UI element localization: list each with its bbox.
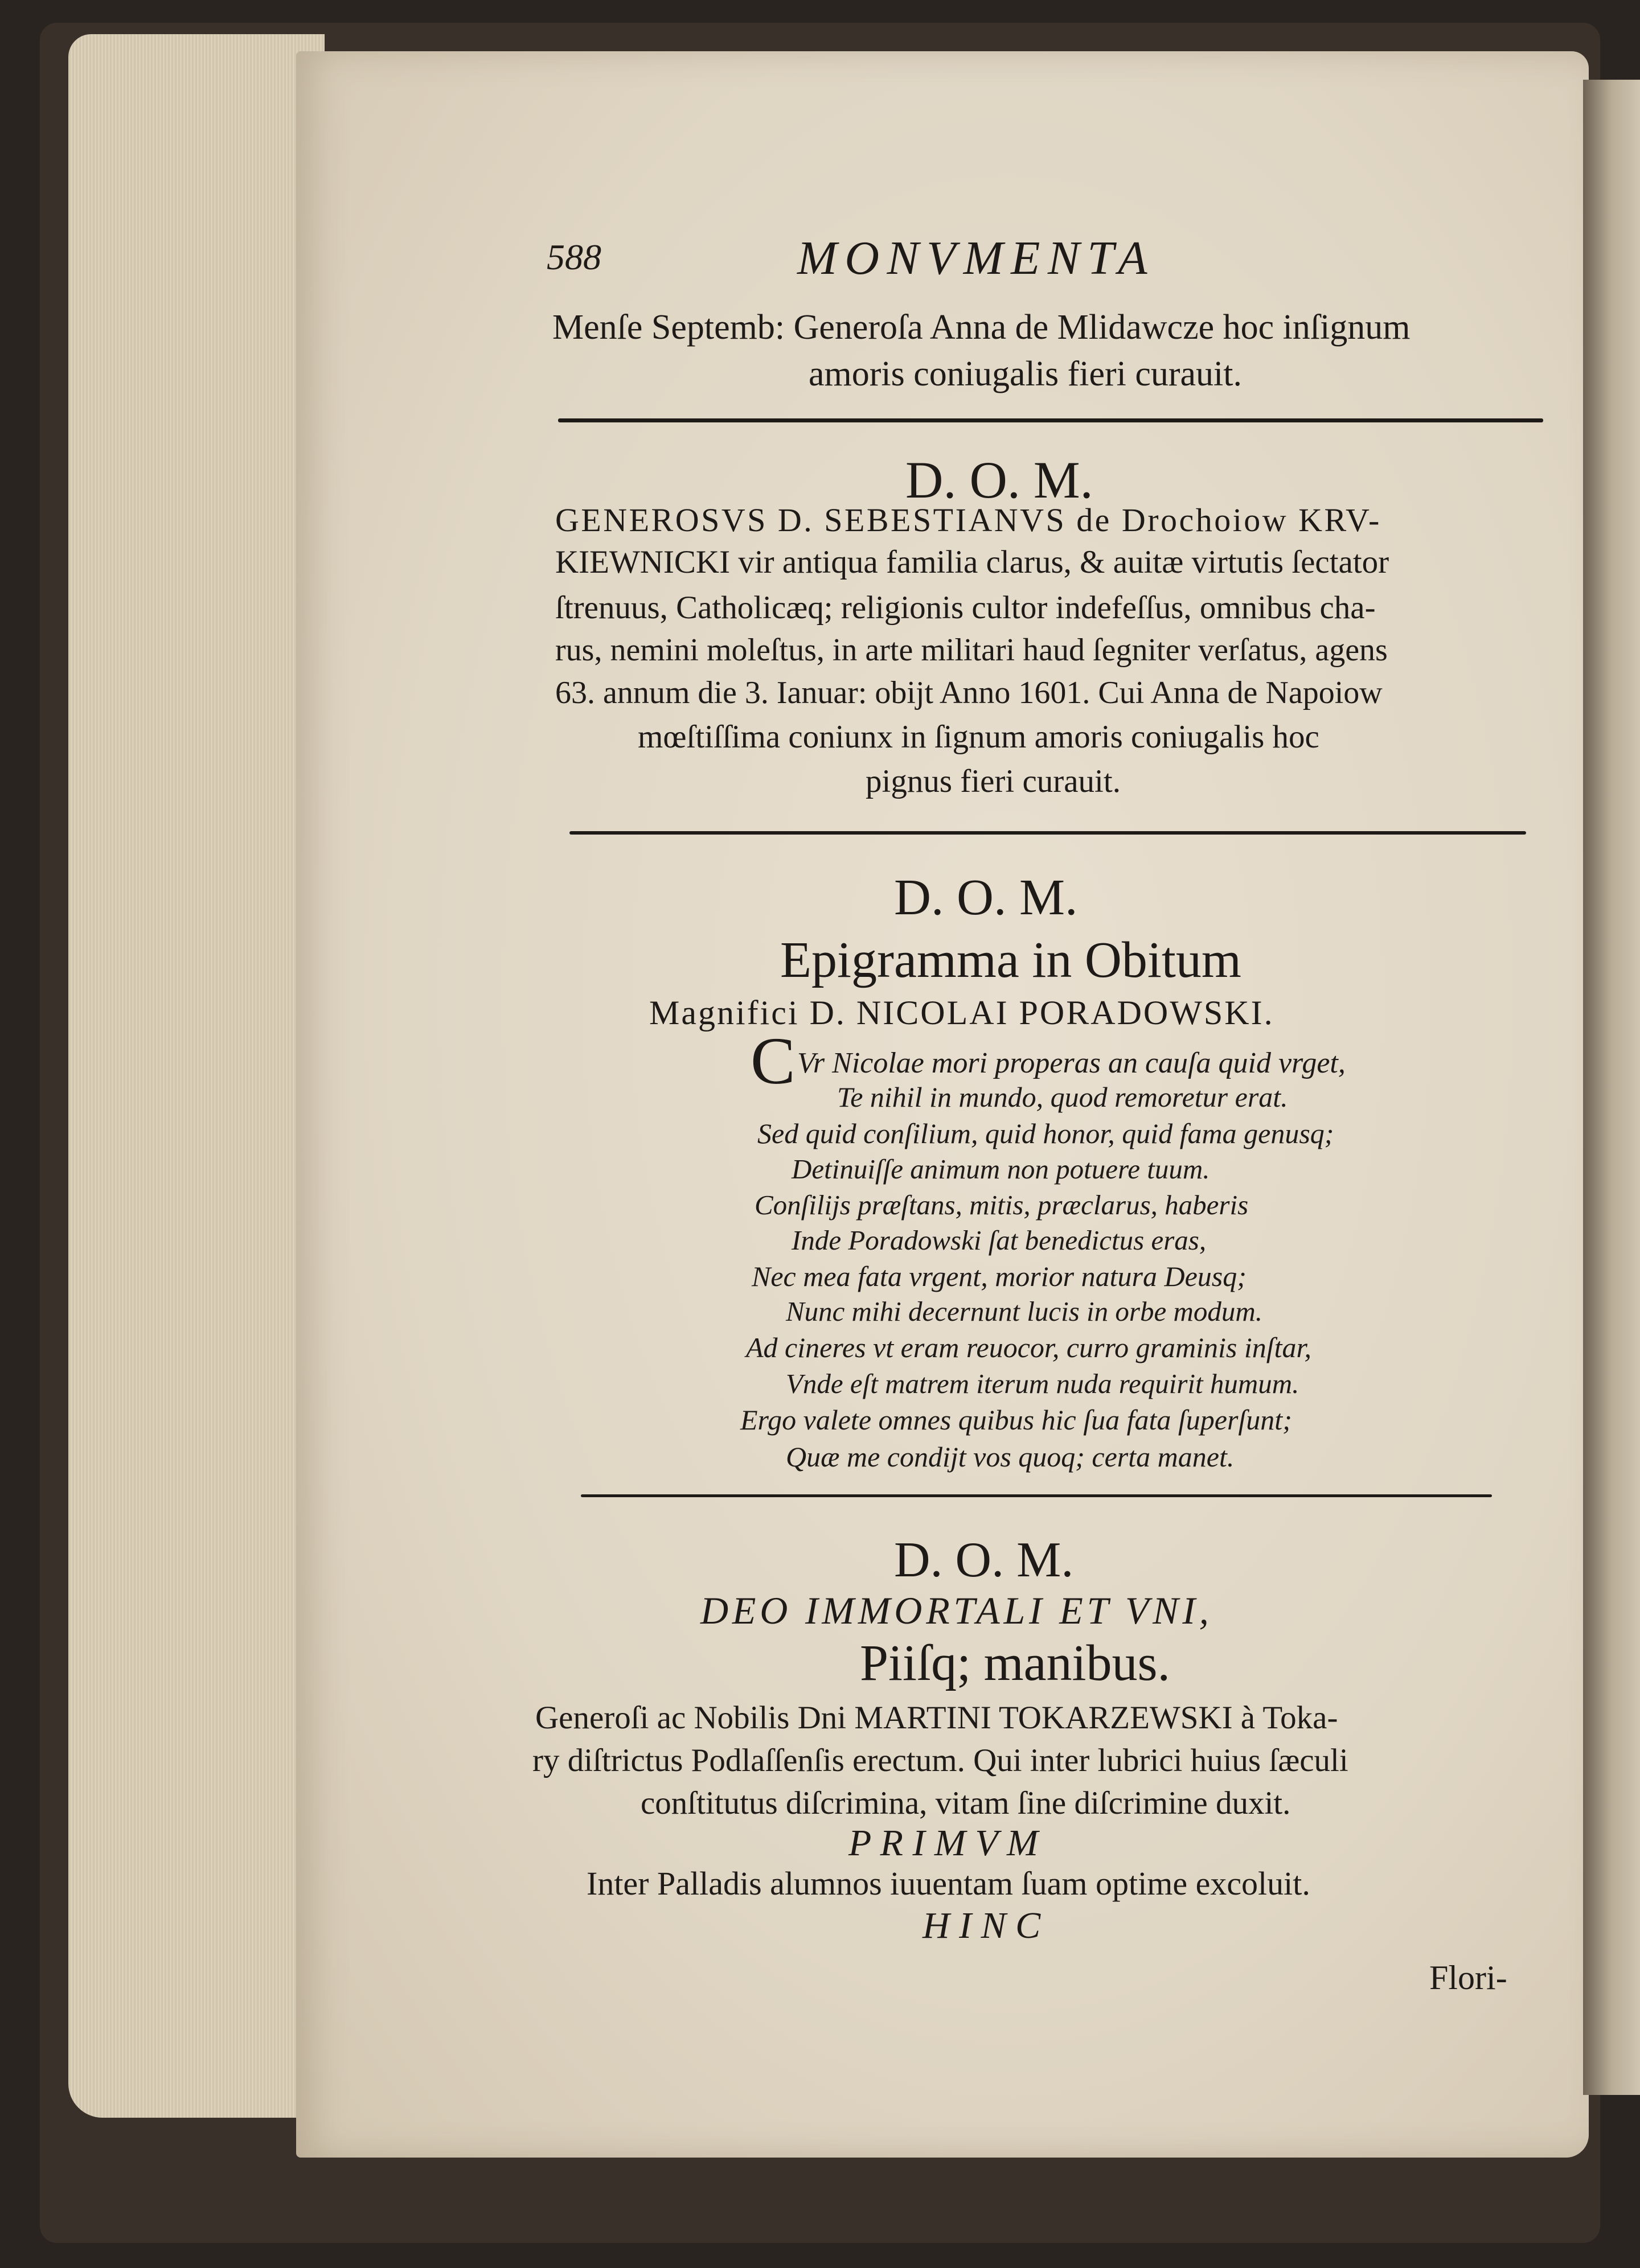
- hinc-heading: H I N C: [922, 1905, 1041, 1946]
- entry4-line3: conſtitutus diſcrimina, vitam ſine diſcrimine duxit.: [641, 1785, 1291, 1821]
- epigram-title: Epigramma in Obitum: [780, 932, 1241, 988]
- verse-12: Quæ me condijt vos quoq; certa manet.: [786, 1441, 1235, 1473]
- verse-2: Te nihil in mundo, quod remoretur erat.: [837, 1081, 1288, 1113]
- verse-8: Nunc mihi decernunt lucis in orbe modum.: [786, 1296, 1262, 1327]
- primum-heading: P R I M V M: [848, 1822, 1038, 1864]
- epigram-subtitle: Magnifici D. NICOLAI PORADOWSKI.: [649, 994, 1274, 1032]
- entry3-heading: D. O. M.: [894, 869, 1078, 926]
- verse-9: Ad cineres vt eram reuocor, curro graminis inſtar,: [746, 1332, 1311, 1363]
- verse-6: Inde Poradowski ſat benedictus eras,: [792, 1225, 1207, 1256]
- entry2-heading: D. O. M.: [905, 451, 1093, 509]
- verse-7: Nec mea fata vrgent, morior natura Deusq;: [752, 1260, 1247, 1292]
- entry2-line4: rus, nemini moleſtus, in arte militari haud ſegniter verſatus, agens: [555, 632, 1388, 668]
- entry2-line5: 63. annum die 3. Ianuar: obijt Anno 1601. Cui Anna de Napoiow: [555, 675, 1383, 710]
- entry2-line6: mœſtiſſima coniunx in ſignum amoris coniugalis hoc: [638, 719, 1319, 755]
- entry4-heading: D. O. M.: [894, 1532, 1074, 1588]
- dedication-line: DEO IMMORTALI ET VNI,: [700, 1589, 1213, 1632]
- primum-text: Inter Palladis alumnos iuuentam ſuam optime excoluit.: [587, 1865, 1310, 1902]
- divider-rule-3: [581, 1494, 1492, 1497]
- catchword: Flori-: [1429, 1959, 1507, 1996]
- verse-4: Detinuiſſe animum non potuere tuum.: [792, 1153, 1210, 1185]
- entry4-line1: Generoſi ac Nobilis Dni MARTINI TOKARZEWSKI à Toka-: [535, 1700, 1338, 1736]
- entry2-line1: GENEROSVS D. SEBESTIANVS de Drochoiow KRV-: [555, 502, 1381, 539]
- manibus-line: Piiſq; manibus.: [860, 1635, 1171, 1691]
- running-title: MONVMENTA: [797, 232, 1155, 285]
- divider-rule-2: [569, 831, 1526, 835]
- drop-cap-initial: C: [751, 1024, 796, 1098]
- verse-10: Vnde eſt matrem iterum nuda requirit humum.: [786, 1368, 1299, 1399]
- entry2-line3: ſtrenuus, Catholicæq; religionis cultor indefeſſus, omnibus cha-: [555, 590, 1376, 626]
- page-number: 588: [547, 237, 601, 277]
- verse-11: Ergo valete omnes quibus hic ſua fata ſuperſunt;: [740, 1404, 1292, 1436]
- entry2-line2: KIEWNICKI vir antiqua familia clarus, & auitæ virtutis ſectator: [555, 544, 1389, 580]
- divider-rule-1: [558, 418, 1543, 422]
- verse-1: Vr Nicolae mori properas an cauſa quid vrget,: [797, 1047, 1346, 1079]
- entry4-line2: ry diſtrictus Podlaſſenſis erectum. Qui inter lubrici huius ſæculi: [532, 1743, 1348, 1778]
- verse-5: Conſilijs præſtans, mitis, præclarus, haberis: [755, 1189, 1249, 1221]
- entry1-line1: Menſe Septemb: Generoſa Anna de Mlidawcze hoc inſignum: [552, 308, 1411, 347]
- verse-3: Sed quid conſilium, quid honor, quid fama genusq;: [757, 1117, 1334, 1149]
- entry1-line2: amoris coniugalis fieri curauit.: [809, 355, 1242, 393]
- entry2-line7: pignus fieri curauit.: [866, 763, 1121, 799]
